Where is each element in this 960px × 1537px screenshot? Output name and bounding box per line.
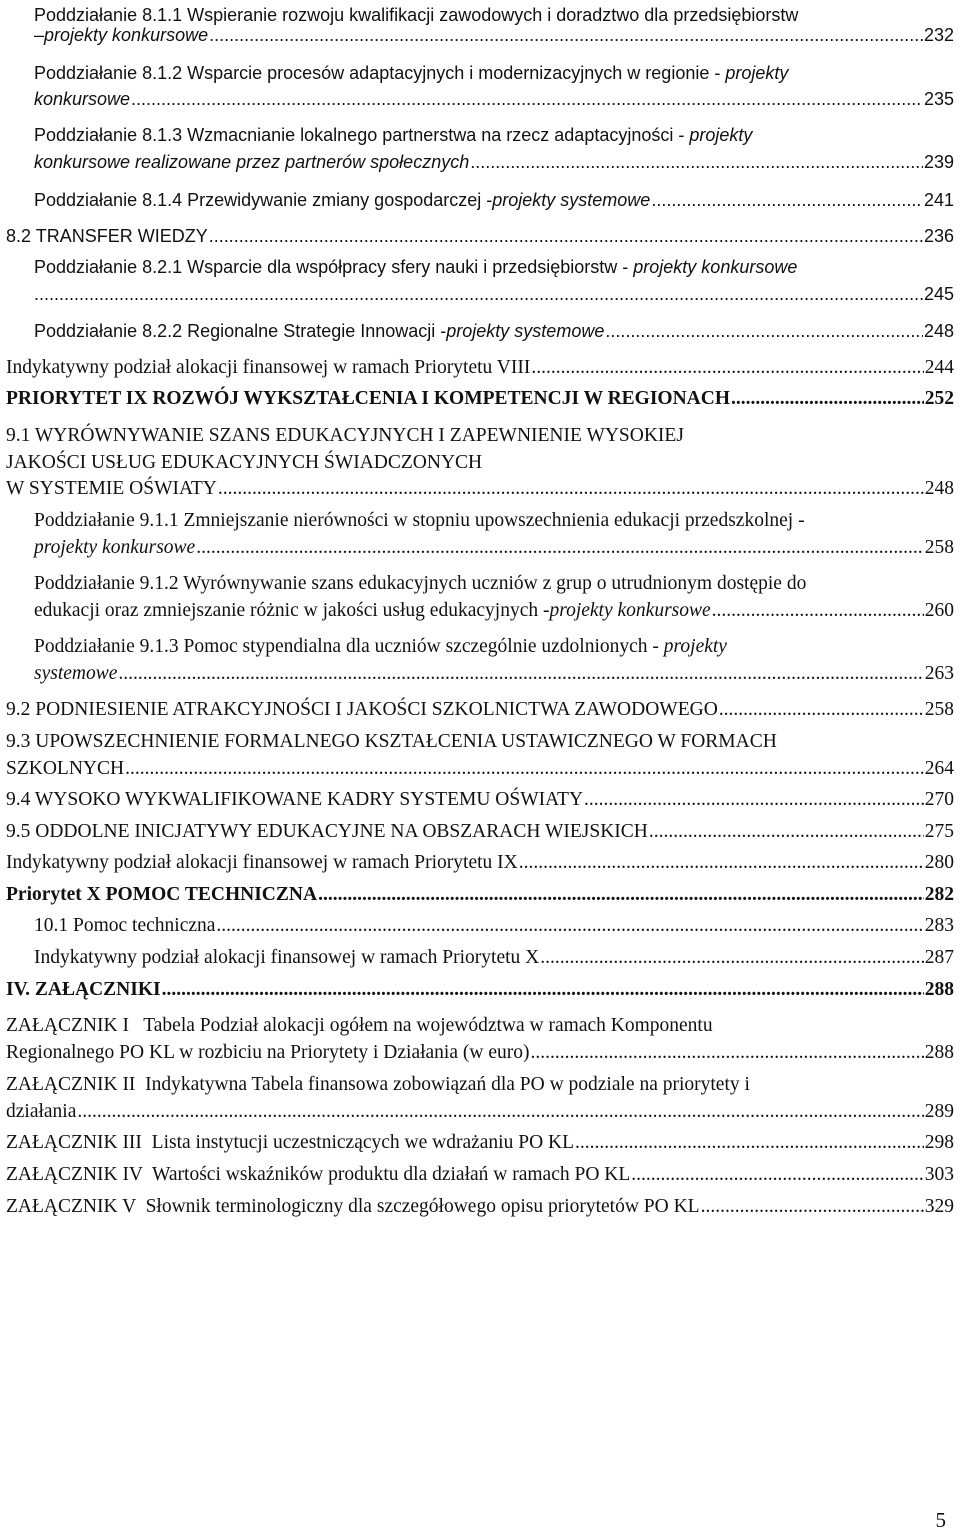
toc-entry-alokacja-priorytet-x[interactable] [34, 943, 954, 973]
dot-leader [131, 84, 923, 114]
toc-entry-zalaczniki[interactable] [6, 975, 954, 1005]
toc-page-number: 287 [924, 947, 954, 968]
toc-entry-9-1-3-line1 [34, 632, 960, 662]
toc-page-number: 303 [924, 1164, 954, 1185]
dot-leader [649, 817, 924, 847]
toc-text: 8.2 TRANSFER WIEDZY [6, 226, 208, 246]
toc-text: ZAŁĄCZNIK II Indykatywna Tabela finansowa zobowiązań dla PO w podziale na priorytety i [6, 1074, 750, 1095]
toc-text: ZAŁĄCZNIK V Słownik terminologiczny dla szczegółowego opisu priorytetów PO KL [6, 1196, 700, 1217]
toc-page-number: 288 [924, 1042, 954, 1063]
toc-text: Regionalnego PO KL w rozbiciu na Priorytety i Działania (w euro) [6, 1042, 530, 1063]
toc-entry-9-3-line1 [6, 727, 960, 757]
toc-text-italic: projekty systemowe [446, 321, 605, 341]
dot-leader [162, 975, 924, 1005]
toc-text: Poddziałanie 8.2.1 Wsparcie dla współpracy sfery nauki i przedsiębiorstw - [34, 257, 634, 277]
toc-page-number: 258 [924, 537, 954, 558]
dot-leader [605, 316, 923, 346]
toc-text: Indykatywny podział alokacji finansowej w ramach Priorytetu IX [6, 852, 518, 873]
toc-text: 9.1 WYRÓWNYWANIE SZANS EDUKACYJNYCH I ZAPEWNIENIE WYSOKIEJ [6, 425, 684, 446]
toc-text: edukacji oraz zmniejszanie różnic w jakości usług edukacyjnych - [34, 600, 550, 621]
toc-text: 9.4 WYSOKO WYKWALIFIKOWANE KADRY SYSTEMU OŚWIATY [6, 789, 584, 810]
toc-text: Indykatywny podział alokacji finansowej w ramach Priorytetu X [34, 947, 540, 968]
page-number: 5 [935, 1508, 946, 1532]
toc-page-number: 270 [924, 789, 954, 810]
toc-entry-8-2-1[interactable] [34, 279, 954, 309]
toc-entry-8-1-2[interactable] [34, 84, 954, 114]
dot-leader [701, 1192, 924, 1222]
dot-leader [209, 20, 923, 50]
dot-leader [209, 221, 923, 251]
toc-page-number: 288 [924, 979, 954, 1000]
toc-text: – [34, 25, 45, 45]
toc-entry-priorytet-ix[interactable] [6, 384, 954, 414]
toc-page-number: 329 [924, 1196, 954, 1217]
dot-leader [584, 785, 924, 815]
toc-text: SZKOLNYCH [6, 758, 125, 779]
toc-text: Priorytet X POMOC TECHNICZNA [6, 884, 318, 905]
toc-page-number: 232 [923, 25, 954, 45]
toc-text: Poddziałanie 8.1.4 Przewidywanie zmiany gospodarczej - [34, 190, 493, 210]
toc-entry-8-1-1[interactable] [34, 20, 954, 50]
toc-text-italic: projekty konkursowe [549, 600, 711, 621]
dot-leader [731, 384, 924, 414]
toc-page-number: 236 [923, 226, 954, 246]
toc-text: Poddziałanie 8.2.2 Regionalne Strategie Innowacji - [34, 321, 447, 341]
dot-leader [575, 1128, 924, 1158]
toc-text-italic: projekty konkursowe [633, 257, 798, 277]
toc-text: Poddziałanie 8.1.2 Wsparcie procesów adaptacyjnych i modernizacyjnych w regionie - [34, 63, 726, 83]
toc-page-number: 239 [923, 152, 954, 172]
dot-leader [651, 185, 923, 215]
toc-entry-8-2-1-line1 [34, 252, 960, 282]
toc-text: Poddziałanie 8.1.3 Wzmacnianie lokalnego partnerstwa na rzecz adaptacyjności - [34, 125, 690, 145]
toc-text-italic: systemowe [34, 663, 118, 684]
toc-entry-9-1-line1 [6, 421, 960, 451]
toc-text-italic: projekty [663, 636, 727, 657]
toc-entry-9-1-1[interactable] [34, 533, 954, 563]
toc-page-number: 245 [923, 284, 954, 304]
toc-text-italic: projekty [689, 125, 753, 145]
toc-entry-zalacznik-ii[interactable] [6, 1097, 954, 1127]
dot-leader [34, 279, 923, 309]
toc-text: ZAŁĄCZNIK IV Wartości wskaźników produktu dla działań w ramach PO KL [6, 1164, 631, 1185]
toc-entry-8-2-2[interactable] [34, 316, 954, 346]
toc-entry-zalacznik-ii-line1 [6, 1070, 954, 1100]
toc-text: Indykatywny podział alokacji finansowej w ramach Priorytetu VIII [6, 357, 531, 378]
toc-text: 9.3 UPOWSZECHNIENIE FORMALNEGO KSZTAŁCENIA USTAWICZNEGO W FORMACH [6, 731, 777, 752]
toc-page-number: 241 [923, 190, 954, 210]
toc-entry-9-4[interactable] [6, 785, 954, 815]
dot-leader [196, 533, 924, 563]
toc-text: IV. ZAŁĄCZNIKI [6, 979, 161, 1000]
toc-text-italic: projekty konkursowe [34, 537, 196, 558]
toc-page-number: 244 [924, 357, 954, 378]
toc-text: PRIORYTET IX ROZWÓJ WYKSZTAŁCENIA I KOMPETENCJI W REGIONACH [6, 388, 731, 409]
toc-text: 10.1 Pomoc techniczna [34, 915, 216, 936]
dot-leader [470, 147, 923, 177]
dot-leader [118, 659, 923, 689]
toc-page-number: 235 [923, 89, 954, 109]
dot-leader [218, 474, 924, 504]
dot-leader [318, 880, 924, 910]
toc-entry-9-1-2[interactable] [34, 596, 954, 626]
toc-page-number: 275 [924, 821, 954, 842]
toc-entry-9-1-1-line1 [34, 506, 960, 536]
toc-text-italic: konkursowe [34, 89, 131, 109]
toc-text: Poddziałanie 9.1.1 Zmniejszanie nierówności w stopniu upowszechnienia edukacji przedszkolnej - [34, 510, 805, 531]
toc-page-number: 283 [924, 915, 954, 936]
toc-entry-9-3[interactable] [6, 754, 954, 784]
dot-leader [77, 1097, 923, 1127]
toc-text-italic: projekty systemowe [492, 190, 651, 210]
toc-entry-alokacja-priorytet-ix[interactable] [6, 848, 954, 878]
toc-entry-10-1[interactable] [34, 911, 954, 941]
toc-page-number: 258 [924, 699, 954, 720]
toc-entry-8-1-4[interactable] [34, 185, 954, 215]
toc-page-number: 298 [924, 1132, 954, 1153]
toc-page-number: 280 [924, 852, 954, 873]
toc-text-italic: konkursowe realizowane przez partnerów społecznych [34, 152, 470, 172]
dot-leader [540, 943, 924, 973]
toc-entry-8-2[interactable] [6, 221, 954, 251]
toc-text: ZAŁĄCZNIK I Tabela Podział alokacji ogółem na województwa w ramach Komponentu [6, 1015, 713, 1036]
toc-text: Poddziałanie 9.1.2 Wyrównywanie szans edukacyjnych uczniów z grup o utrudnionym dostępie do [34, 573, 807, 594]
dot-leader [216, 911, 923, 941]
toc-entry-9-1[interactable] [6, 474, 954, 504]
toc-text: JAKOŚCI USŁUG EDUKACYJNYCH ŚWIADCZONYCH [6, 452, 483, 473]
toc-entry-9-1-3[interactable] [34, 659, 954, 689]
toc-entry-9-5[interactable] [6, 817, 954, 847]
dot-leader [519, 848, 924, 878]
toc-page-number: 248 [923, 321, 954, 341]
toc-entry-8-1-3-line1 [34, 120, 960, 150]
toc-entry-priorytet-x[interactable] [6, 880, 954, 910]
toc-text: 9.5 ODDOLNE INICJATYWY EDUKACYJNE NA OBSZARACH WIEJSKICH [6, 821, 648, 842]
toc-page-number: 264 [924, 758, 954, 779]
toc-entry-8-1-3[interactable] [34, 147, 954, 177]
toc-page-number: 260 [924, 600, 954, 621]
toc-entry-zalacznik-iii[interactable] [6, 1128, 954, 1158]
toc-entry-alokacja-priorytet-viii[interactable] [6, 353, 954, 383]
dot-leader [530, 1038, 923, 1068]
dot-leader [631, 1160, 923, 1190]
toc-page-number: 248 [924, 478, 954, 499]
toc-entry-9-1-2-line1 [34, 569, 960, 599]
toc-entry-zalacznik-v[interactable] [6, 1192, 954, 1222]
toc-text: Poddziałanie 8.1.1 Wspieranie rozwoju kwalifikacji zawodowych i doradztwo dla przedsiębiorstw [34, 5, 799, 25]
toc-entry-9-2[interactable] [6, 695, 954, 725]
toc-text-italic: projekty [725, 63, 789, 83]
dot-leader [125, 754, 924, 784]
dot-leader [712, 596, 924, 626]
toc-text: działania [6, 1101, 77, 1122]
toc-entry-zalacznik-iv[interactable] [6, 1160, 954, 1190]
toc-text: 9.2 PODNIESIENIE ATRAKCYJNOŚCI I JAKOŚCI SZKOLNICTWA ZAWODOWEGO [6, 699, 718, 720]
toc-text: ZAŁĄCZNIK III Lista instytucji uczestniczących we wdrażaniu PO KL [6, 1132, 575, 1153]
toc-page-number: 289 [924, 1101, 954, 1122]
toc-text: W SYSTEMIE OŚWIATY [6, 478, 217, 499]
toc-text-italic: projekty konkursowe [44, 25, 209, 45]
toc-page-number: 252 [924, 388, 954, 409]
toc-text: Poddziałanie 9.1.3 Pomoc stypendialna dla uczniów szczególnie uzdolnionych - [34, 636, 664, 657]
toc-entry-zalacznik-i-line1 [6, 1011, 954, 1041]
toc-entry-zalacznik-i[interactable] [6, 1038, 954, 1068]
toc-page-number: 282 [924, 884, 954, 905]
toc-page-number: 263 [924, 663, 954, 684]
dot-leader [531, 353, 923, 383]
dot-leader [719, 695, 924, 725]
